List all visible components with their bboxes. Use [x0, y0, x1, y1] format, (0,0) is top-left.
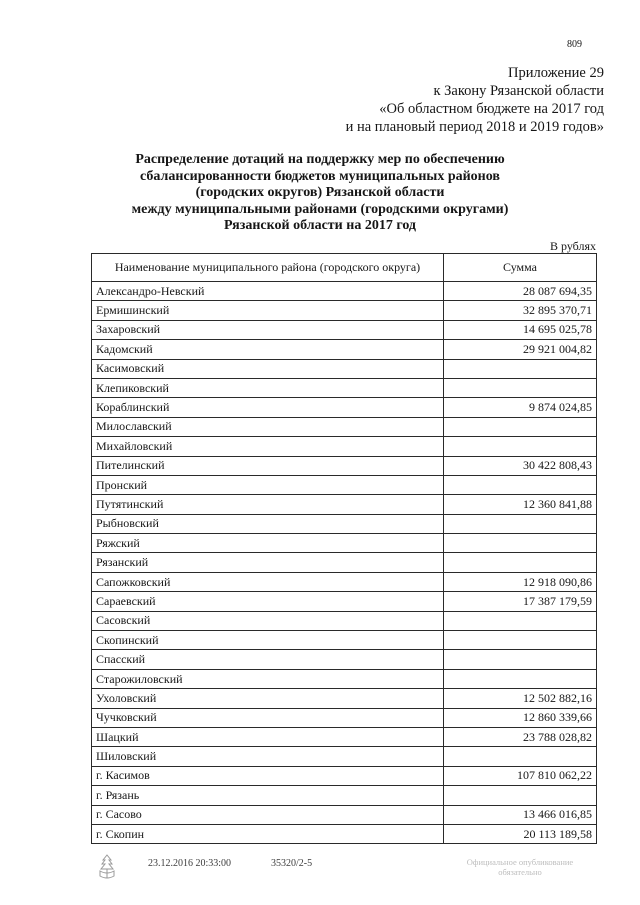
table-row [92, 282, 597, 301]
stamp-line: Официальное опубликование [466, 857, 574, 867]
table-row [92, 340, 597, 359]
footer-datetime: 23.12.2016 20:33:00 [148, 858, 232, 869]
district-sum [444, 631, 597, 650]
district-name: Шацкий [92, 727, 444, 746]
district-sum: 9 874 024,85 [444, 398, 597, 417]
district-name: Пителинский [92, 456, 444, 475]
district-sum: 20 113 189,58 [444, 824, 597, 843]
district-sum [444, 611, 597, 630]
header-sum: Сумма [444, 254, 597, 282]
district-sum [444, 534, 597, 553]
appendix-line: Приложение 29 [508, 65, 604, 81]
table-row [92, 437, 597, 456]
table-row [92, 669, 597, 688]
district-name: Старожиловский [92, 669, 444, 688]
district-name: Кораблинский [92, 398, 444, 417]
district-sum [444, 786, 597, 805]
stamp-line: обязательно [498, 867, 542, 877]
table-row [92, 727, 597, 746]
district-name: Рязанский [92, 553, 444, 572]
footer-doc-number: 35320/2-5 [271, 858, 313, 869]
appendix-line: и на плановый период 2018 и 2019 годов» [345, 119, 604, 135]
district-name: Захаровский [92, 320, 444, 339]
district-sum [444, 437, 597, 456]
district-name: г. Сасово [92, 805, 444, 824]
district-sum [444, 650, 597, 669]
table-row [92, 650, 597, 669]
appendix-header [346, 64, 604, 136]
district-name: Александро-Невский [92, 282, 444, 301]
table-row [92, 611, 597, 630]
district-name: Милославский [92, 417, 444, 436]
district-sum [444, 417, 597, 436]
table-row [92, 495, 597, 514]
district-sum: 12 360 841,88 [444, 495, 597, 514]
district-sum [444, 378, 597, 397]
district-name: г. Касимов [92, 766, 444, 785]
district-sum: 32 895 370,71 [444, 301, 597, 320]
table-row [92, 456, 597, 475]
table-row [92, 398, 597, 417]
table-row [92, 592, 597, 611]
district-sum: 107 810 062,22 [444, 766, 597, 785]
table-row [92, 320, 597, 339]
table-row [92, 417, 597, 436]
district-name: Шиловский [92, 747, 444, 766]
district-sum: 17 387 179,59 [444, 592, 597, 611]
table-row [92, 689, 597, 708]
header-name: Наименование муниципального района (городского округа) [92, 254, 444, 282]
district-sum [444, 553, 597, 572]
district-name: Рыбновский [92, 514, 444, 533]
table-row [92, 475, 597, 494]
district-name: Ермишинский [92, 301, 444, 320]
district-name: Сасовский [92, 611, 444, 630]
title-line: (городских округов) Рязанской области [195, 185, 445, 200]
district-sum: 14 695 025,78 [444, 320, 597, 339]
title-line: Распределение дотаций на поддержку мер по обеспечению [135, 152, 505, 167]
appendix-line: к Закону Рязанской области [433, 83, 604, 99]
rzn-emblem-icon [93, 852, 121, 886]
district-name: г. Рязань [92, 786, 444, 805]
table-row [92, 553, 597, 572]
table-row [92, 359, 597, 378]
district-sum: 12 860 339,66 [444, 708, 597, 727]
document-title [90, 152, 550, 235]
table-row [92, 805, 597, 824]
table-row [92, 747, 597, 766]
title-line: сбалансированности бюджетов муниципальных районов [140, 168, 500, 184]
district-name: Пронский [92, 475, 444, 494]
district-sum: 29 921 004,82 [444, 340, 597, 359]
district-name: Клепиковский [92, 378, 444, 397]
table-row [92, 708, 597, 727]
title-line: Рязанской области на 2017 год [223, 218, 417, 233]
district-name: Сараевский [92, 592, 444, 611]
district-name: Ряжский [92, 534, 444, 553]
table-row [92, 378, 597, 397]
page-number: 809 [567, 39, 582, 50]
table-row [92, 534, 597, 553]
appendix-line: «Об областном бюджете на 2017 год [379, 101, 604, 117]
district-sum [444, 669, 597, 688]
unit-label: В рублях [549, 239, 596, 253]
district-name: Путятинский [92, 495, 444, 514]
district-name: Ухоловский [92, 689, 444, 708]
district-name: Кадомский [92, 340, 444, 359]
district-sum [444, 359, 597, 378]
table-row [92, 786, 597, 805]
district-sum: 23 788 028,82 [444, 727, 597, 746]
table-row [92, 824, 597, 843]
table-row [92, 514, 597, 533]
district-name: Спасский [92, 650, 444, 669]
table-row [92, 766, 597, 785]
district-sum: 12 502 882,16 [444, 689, 597, 708]
table-row [92, 301, 597, 320]
district-name: Чучковский [92, 708, 444, 727]
district-sum: 12 918 090,86 [444, 572, 597, 591]
publication-stamp [445, 857, 595, 877]
district-name: Скопинский [92, 631, 444, 650]
table-row [92, 572, 597, 591]
district-name: Сапожковский [92, 572, 444, 591]
district-name: Касимовский [92, 359, 444, 378]
district-name: г. Скопин [92, 824, 444, 843]
district-sum [444, 514, 597, 533]
table-header-row [92, 254, 597, 282]
district-sum [444, 747, 597, 766]
district-sum: 13 466 016,85 [444, 805, 597, 824]
district-name: Михайловский [92, 437, 444, 456]
subsidy-table [91, 253, 597, 844]
district-sum: 28 087 694,35 [444, 282, 597, 301]
table-row [92, 631, 597, 650]
district-sum: 30 422 808,43 [444, 456, 597, 475]
district-sum [444, 475, 597, 494]
title-line: между муниципальными районами (городскими округами) [131, 201, 509, 217]
